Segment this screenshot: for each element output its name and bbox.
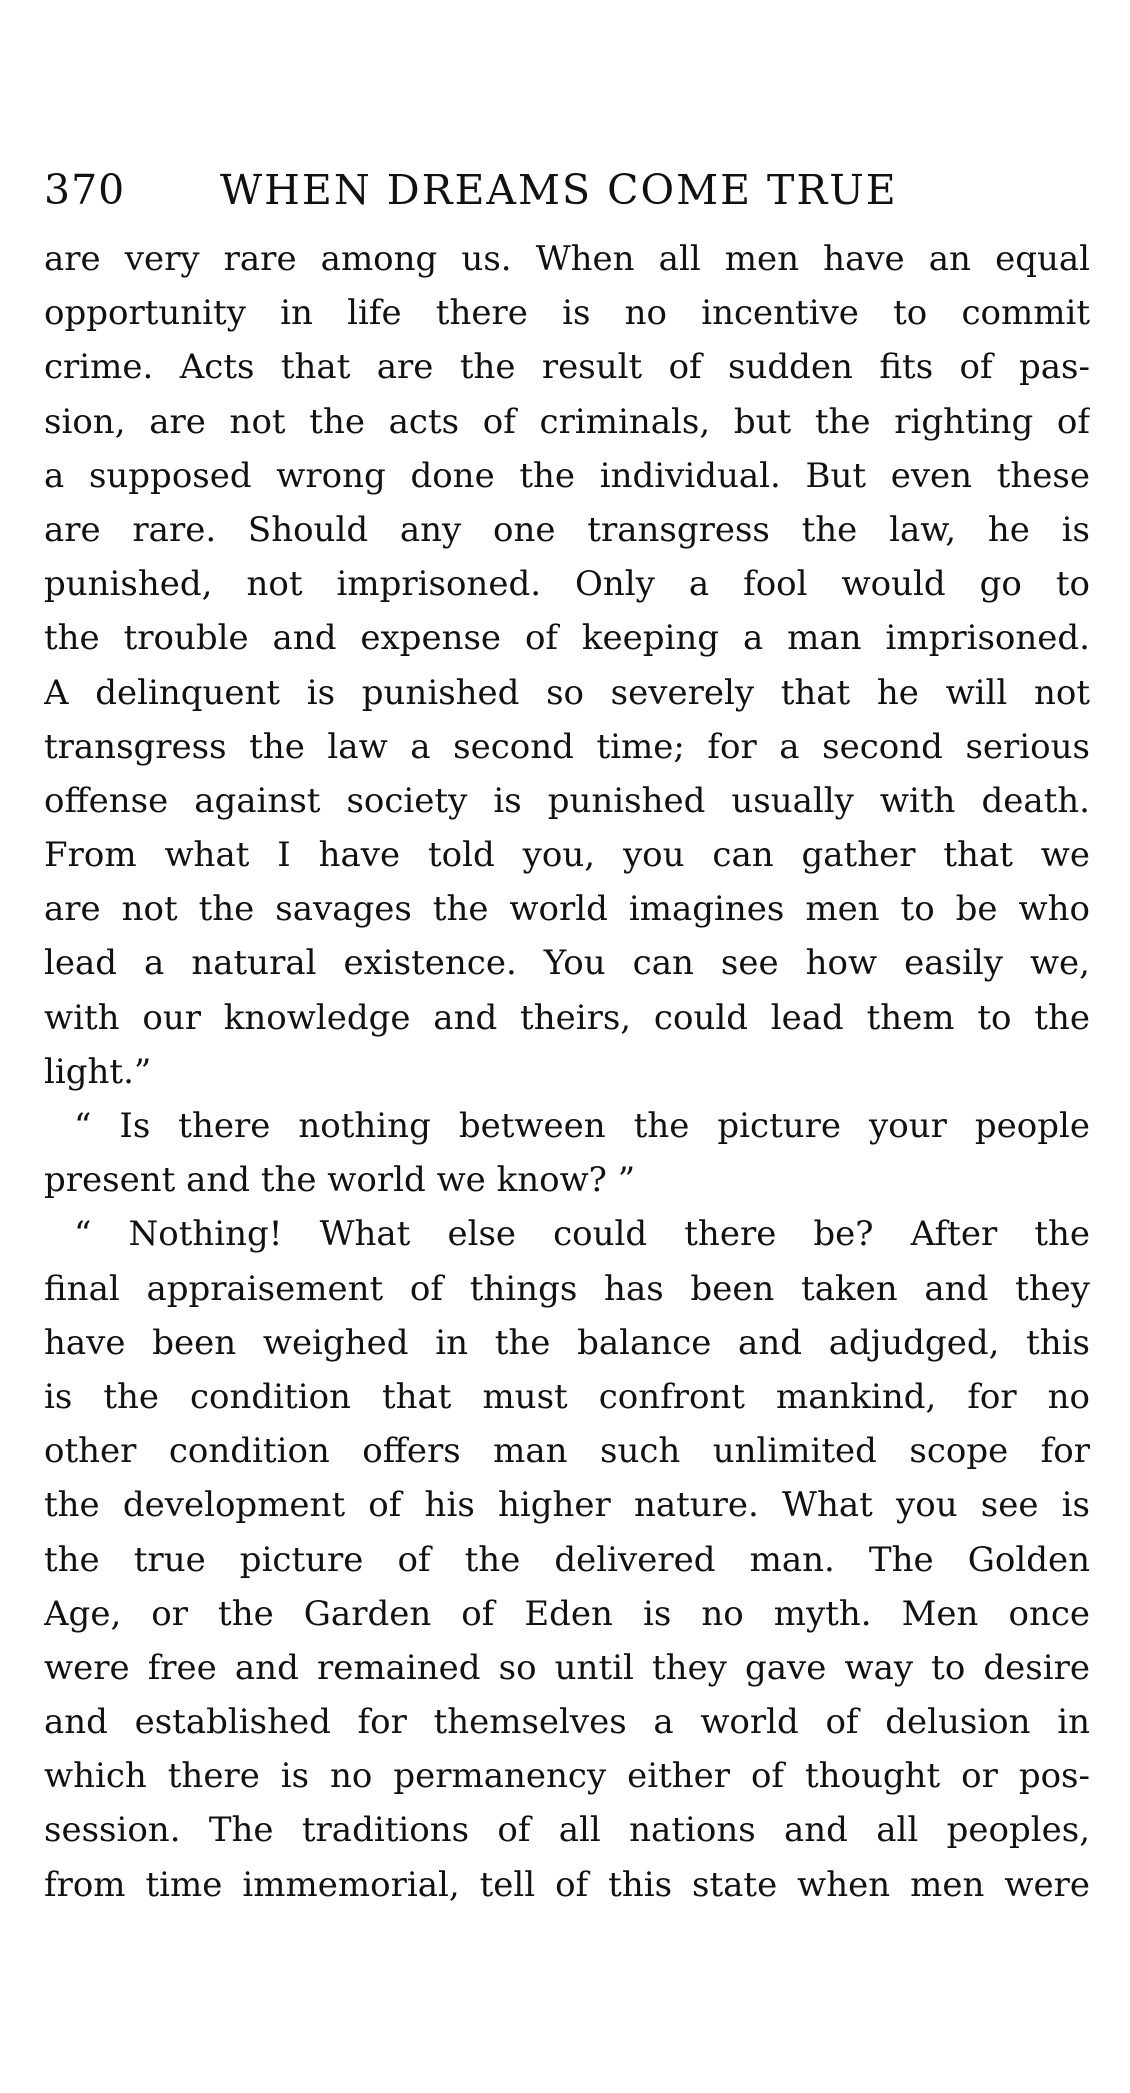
text-line: the development of his higher nature. What you see is xyxy=(44,1485,1090,1526)
text-line: transgress the law a second time; for a second serious xyxy=(44,726,1090,767)
book-page xyxy=(44,160,1090,1912)
text-line: which there is no permanency either of thought or pos- xyxy=(44,1756,1090,1797)
text-line: present and the world we know? ” xyxy=(44,1160,636,1201)
text-line: are very rare among us. When all men have an equal xyxy=(44,239,1090,279)
text-line: have been weighed in the balance and adjudged, this xyxy=(44,1322,1090,1363)
text-line: session. The traditions of all nations and all peoples, xyxy=(44,1810,1090,1851)
text-line: Age, or the Garden of Eden is no myth. Men once xyxy=(44,1593,1090,1634)
text-line: with our knowledge and theirs, could lead them to the xyxy=(44,997,1090,1038)
text-line: is the condition that must confront mankind, for no xyxy=(44,1376,1090,1417)
running-head xyxy=(44,160,1090,220)
text-line: light.” xyxy=(44,1051,152,1092)
text-line: punished, not imprisoned. Only a fool would go to xyxy=(44,564,1090,605)
text-line: lead a natural existence. You can see how easily we, xyxy=(44,943,1090,984)
text-line: “ Nothing! What else could there be? After the xyxy=(74,1214,1090,1255)
text-line: other condition offers man such unlimited scope for xyxy=(44,1431,1090,1472)
text-line: are rare. Should any one transgress the law, he is xyxy=(44,509,1090,550)
text-line: the true picture of the delivered man. The Golden xyxy=(44,1539,1090,1580)
running-title: WHEN DREAMS COME TRUE xyxy=(220,166,898,214)
text-line: were free and remained so until they gave way to desire xyxy=(44,1647,1090,1688)
text-line: A delinquent is punished so severely that he will not xyxy=(44,672,1090,713)
body-text xyxy=(44,232,1090,1912)
text-line: final appraisement of things has been taken and they xyxy=(44,1268,1090,1309)
text-line: opportunity in life there is no incentive to commit xyxy=(44,293,1090,334)
text-line: from time immemorial, tell of this state when men were xyxy=(44,1864,1090,1905)
text-line: the trouble and expense of keeping a man imprisoned. xyxy=(44,618,1090,659)
text-line: From what I have told you, you can gather that we xyxy=(44,835,1090,876)
text-line: crime. Acts that are the result of sudden fits of pas- xyxy=(44,347,1090,388)
text-line: offense against society is punished usually with death. xyxy=(44,780,1090,821)
text-line: a supposed wrong done the individual. But even these xyxy=(44,455,1090,496)
text-line: are not the savages the world imagines men to be who xyxy=(44,889,1090,930)
text-line: sion, are not the acts of criminals, but the righting of xyxy=(44,401,1090,442)
text-line: “ Is there nothing between the picture your people xyxy=(74,1106,1090,1146)
text-line: and established for themselves a world of delusion in xyxy=(44,1702,1090,1743)
page-number: 370 xyxy=(44,166,126,214)
